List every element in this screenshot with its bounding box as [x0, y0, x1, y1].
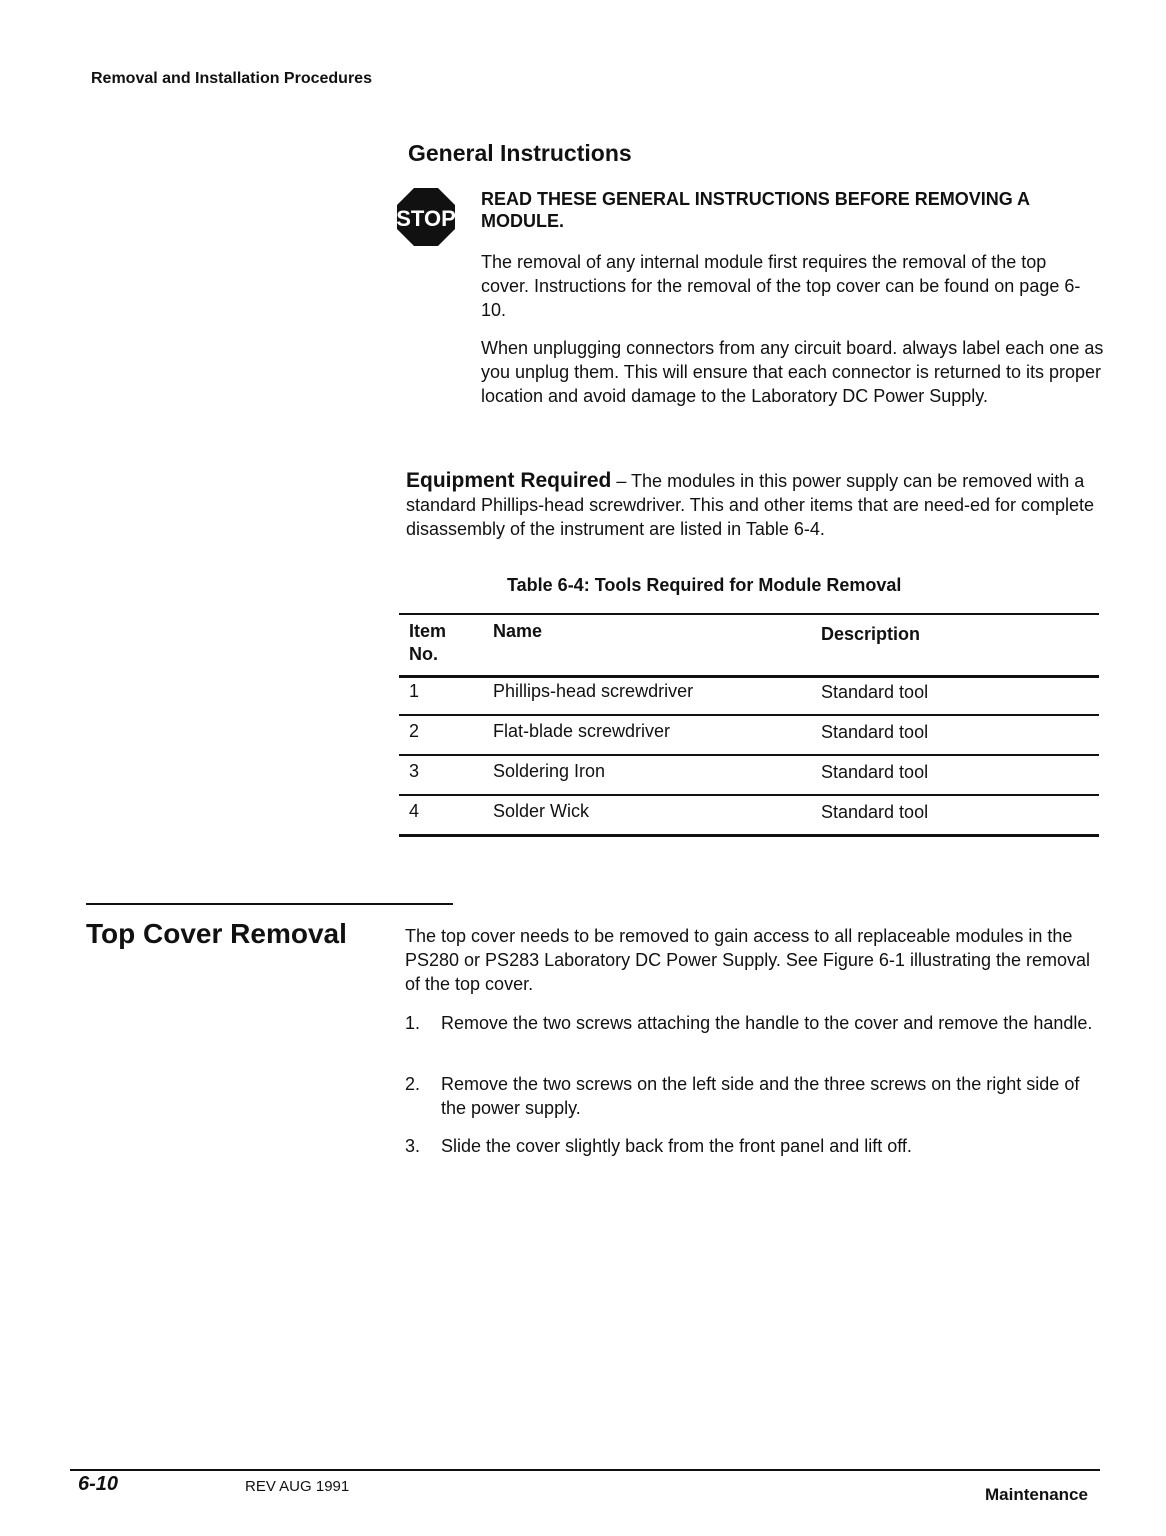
row-divider	[399, 794, 1099, 796]
page-number: 6-10	[78, 1473, 119, 1495]
equipment-required-heading: Equipment Required	[406, 469, 612, 492]
section-title-top-cover-removal: Top Cover Removal	[86, 918, 347, 949]
step-number: 2.	[405, 1074, 421, 1094]
svg-text:STOP: STOP	[397, 206, 455, 231]
general-paragraph-2: When unplugging connectors from any circuit board. always label each one as you unplug them. This will ensure that each connector is returned to its proper location and avoid damage to the Laboratory DC Power Supply.	[481, 338, 1104, 406]
cell-description: Standard tool	[821, 762, 929, 782]
step-text: Slide the cover slightly back from the front panel and lift off.	[441, 1136, 912, 1156]
cell-item: 2	[409, 721, 420, 741]
stop-sign-icon	[397, 188, 455, 246]
step-text: Remove the two screws attaching the handle to the cover and remove the handle.	[441, 1013, 1093, 1033]
equipment-text: The modules in this power supply can be removed with a standard Phillips-head screwdriver. This and other items that are need-ed for complete disassembly of the instrument are listed in Table 6-4.	[406, 471, 1095, 539]
table-header-rule	[399, 675, 1099, 678]
cell-name: Soldering Iron	[493, 761, 606, 781]
table-bottom-rule	[399, 834, 1099, 837]
header-item-line2: No.	[409, 644, 438, 664]
equipment-required-paragraph	[406, 469, 1106, 541]
step-number: 1.	[405, 1013, 421, 1033]
header-description: Description	[821, 624, 921, 644]
row-divider	[399, 754, 1099, 756]
cell-description: Standard tool	[821, 802, 929, 822]
footer-section-name: Maintenance	[985, 1485, 1088, 1504]
header-name: Name	[493, 621, 543, 641]
equipment-dash: –	[611, 471, 632, 491]
revision-date: REV AUG 1991	[245, 1478, 350, 1495]
section-title-general-instructions: General Instructions	[408, 140, 632, 166]
cell-description: Standard tool	[821, 682, 929, 702]
cell-name: Phillips-head screwdriver	[493, 681, 694, 701]
section-divider-rule	[86, 903, 453, 905]
running-head: Removal and Installation Procedures	[91, 70, 372, 87]
top-cover-intro: The top cover needs to be removed to gain access to all replaceable modules in the PS280 or PS283 Laboratory DC Power Supply. See Figure 6-1 illustrating the removal of the top cover.	[405, 926, 1091, 994]
row-divider	[399, 714, 1099, 716]
cell-description: Standard tool	[821, 722, 929, 742]
header-item-line1: Item	[409, 621, 447, 641]
general-paragraph-1: The removal of any internal module first requires the removal of the top cover. Instructions for the removal of the top cover can be found on page 6-10.	[481, 252, 1081, 320]
cell-name: Solder Wick	[493, 801, 590, 821]
step-text: Remove the two screws on the left side and the three screws on the right side of the power supply.	[441, 1074, 1080, 1118]
cell-item: 4	[409, 801, 420, 821]
footer-rule	[70, 1469, 1100, 1471]
step-item	[405, 1134, 1110, 1158]
step-item	[405, 1072, 1110, 1120]
cell-item: 1	[409, 681, 420, 701]
cell-name: Flat-blade screwdriver	[493, 721, 671, 741]
step-item	[405, 1011, 1110, 1059]
cell-item: 3	[409, 761, 420, 781]
warning-text: READ THESE GENERAL INSTRUCTIONS BEFORE REMOVING A MODULE.	[481, 189, 1030, 231]
table-top-rule	[399, 613, 1099, 615]
table-caption: Table 6-4: Tools Required for Module Removal	[507, 575, 902, 595]
step-number: 3.	[405, 1136, 421, 1156]
